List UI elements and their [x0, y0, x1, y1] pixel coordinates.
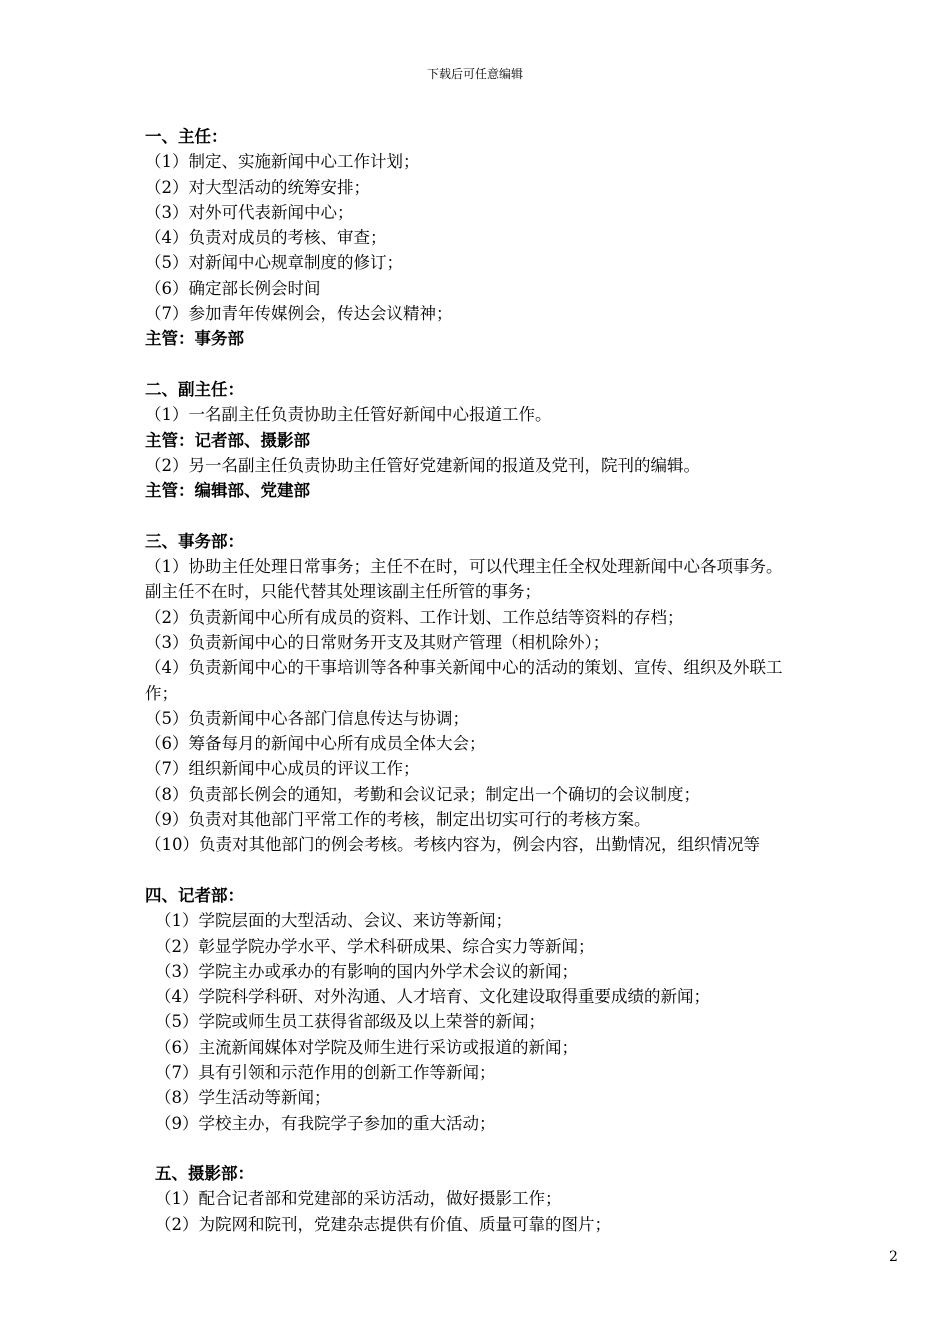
section-deputy-director: [145, 377, 890, 503]
list-item-continuation: 作；: [145, 683, 178, 703]
list-item: （4）学院科学科研、对外沟通、人才培育、文化建设取得重要成绩的新闻；: [155, 987, 710, 1007]
list-item-continuation: 副主任不在时，只能代替其处理该副主任所管的事务；: [145, 582, 541, 602]
section-spacer: [145, 1136, 890, 1161]
list-item: （5）学院或师生员工获得省部级及以上荣誉的新闻；: [155, 1012, 545, 1032]
list-item: （3）对外可代表新闻中心；: [145, 202, 354, 222]
list-item: （1）学院层面的大型活动、会议、来访等新闻；: [155, 911, 512, 931]
list-item: （10）负责对其他部门的例会考核。考核内容为，例会内容，出勤情况，组织情况等: [145, 835, 760, 855]
list-item: （1）制定、实施新闻中心工作计划；: [145, 152, 420, 172]
section-spacer: [145, 352, 890, 377]
list-item: （5）负责新闻中心各部门信息传达与协调；: [145, 708, 469, 728]
list-item: （9）学校主办，有我院学子参加的重大活动；: [155, 1113, 496, 1133]
list-item: （2）另一名副主任负责协助主任管好党建新闻的报道及党刊，院刊的编辑。: [145, 455, 700, 475]
document-body: [145, 124, 890, 1237]
list-item: （9）负责对其他部门平常工作的考核，制定出切实可行的考核方案。: [145, 810, 651, 830]
list-item: （3）负责新闻中心的日常财务开支及其财产管理（相机除外）；: [145, 632, 610, 652]
list-item: （1）一名副主任负责协助主任管好新闻中心报道工作。: [145, 405, 552, 425]
section-heading: 四、记者部：: [145, 885, 244, 905]
section-heading: 三、事务部：: [145, 531, 244, 551]
section-director: [145, 124, 890, 352]
list-item: （7）参加青年传媒例会，传达会议精神；: [145, 304, 453, 324]
list-item: （7）具有引领和示范作用的创新工作等新闻；: [155, 1062, 496, 1082]
list-item: （2）负责新闻中心所有成员的资料、工作计划、工作总结等资料的存档；: [145, 607, 684, 627]
supervises-line: 主管：记者部、摄影部: [145, 430, 310, 450]
page-number: 2: [889, 1249, 898, 1265]
section-heading: 一、主任：: [145, 127, 228, 146]
list-item: （3）学院主办或承办的有影响的国内外学术会议的新闻；: [155, 961, 578, 981]
list-item: （6）主流新闻媒体对学院及师生进行采访或报道的新闻；: [155, 1037, 578, 1057]
list-item: （6）筹备每月的新闻中心所有成员全体大会；: [145, 734, 486, 754]
page-header: 下载后可任意编辑: [426, 67, 523, 81]
section-spacer: [145, 503, 890, 528]
section-heading: 五、摄影部：: [155, 1164, 254, 1184]
section-reporter-dept: [145, 883, 890, 1136]
list-item: （2）彰显学院办学水平、学术科研成果、综合实力等新闻；: [155, 936, 595, 956]
section-heading: 二、副主任：: [145, 379, 244, 399]
section-spacer: [145, 858, 890, 883]
list-item: （8）学生活动等新闻；: [155, 1088, 331, 1108]
list-item: （6）确定部长例会时间: [145, 278, 321, 298]
list-item: （2）对大型活动的统筹安排；: [145, 177, 370, 197]
list-item: （4）负责对成员的考核、审查；: [145, 228, 387, 248]
section-affairs-dept: [145, 529, 890, 858]
supervises-line: 主管：编辑部、党建部: [145, 481, 310, 501]
list-item: （4）负责新闻中心的干事培训等各种事关新闻中心的活动的策划、宣传、组织及外联工: [145, 658, 783, 678]
list-item: （1）协助主任处理日常事务；主任不在时，可以代理主任全权处理新闻中心各项事务。: [145, 557, 783, 577]
list-item: （1）配合记者部和党建部的采访活动，做好摄影工作；: [155, 1189, 562, 1209]
list-item: （8）负责部长例会的通知，考勤和会议记录；制定出一个确切的会议制度；: [145, 784, 700, 804]
list-item: （7）组织新闻中心成员的评议工作；: [145, 759, 420, 779]
section-photography-dept: [145, 1161, 890, 1237]
supervises-line: 主管：事务部: [145, 329, 244, 349]
list-item: （5）对新闻中心规章制度的修订；: [145, 253, 403, 273]
list-item: （2）为院网和院刊，党建杂志提供有价值、质量可靠的图片；: [155, 1214, 611, 1234]
